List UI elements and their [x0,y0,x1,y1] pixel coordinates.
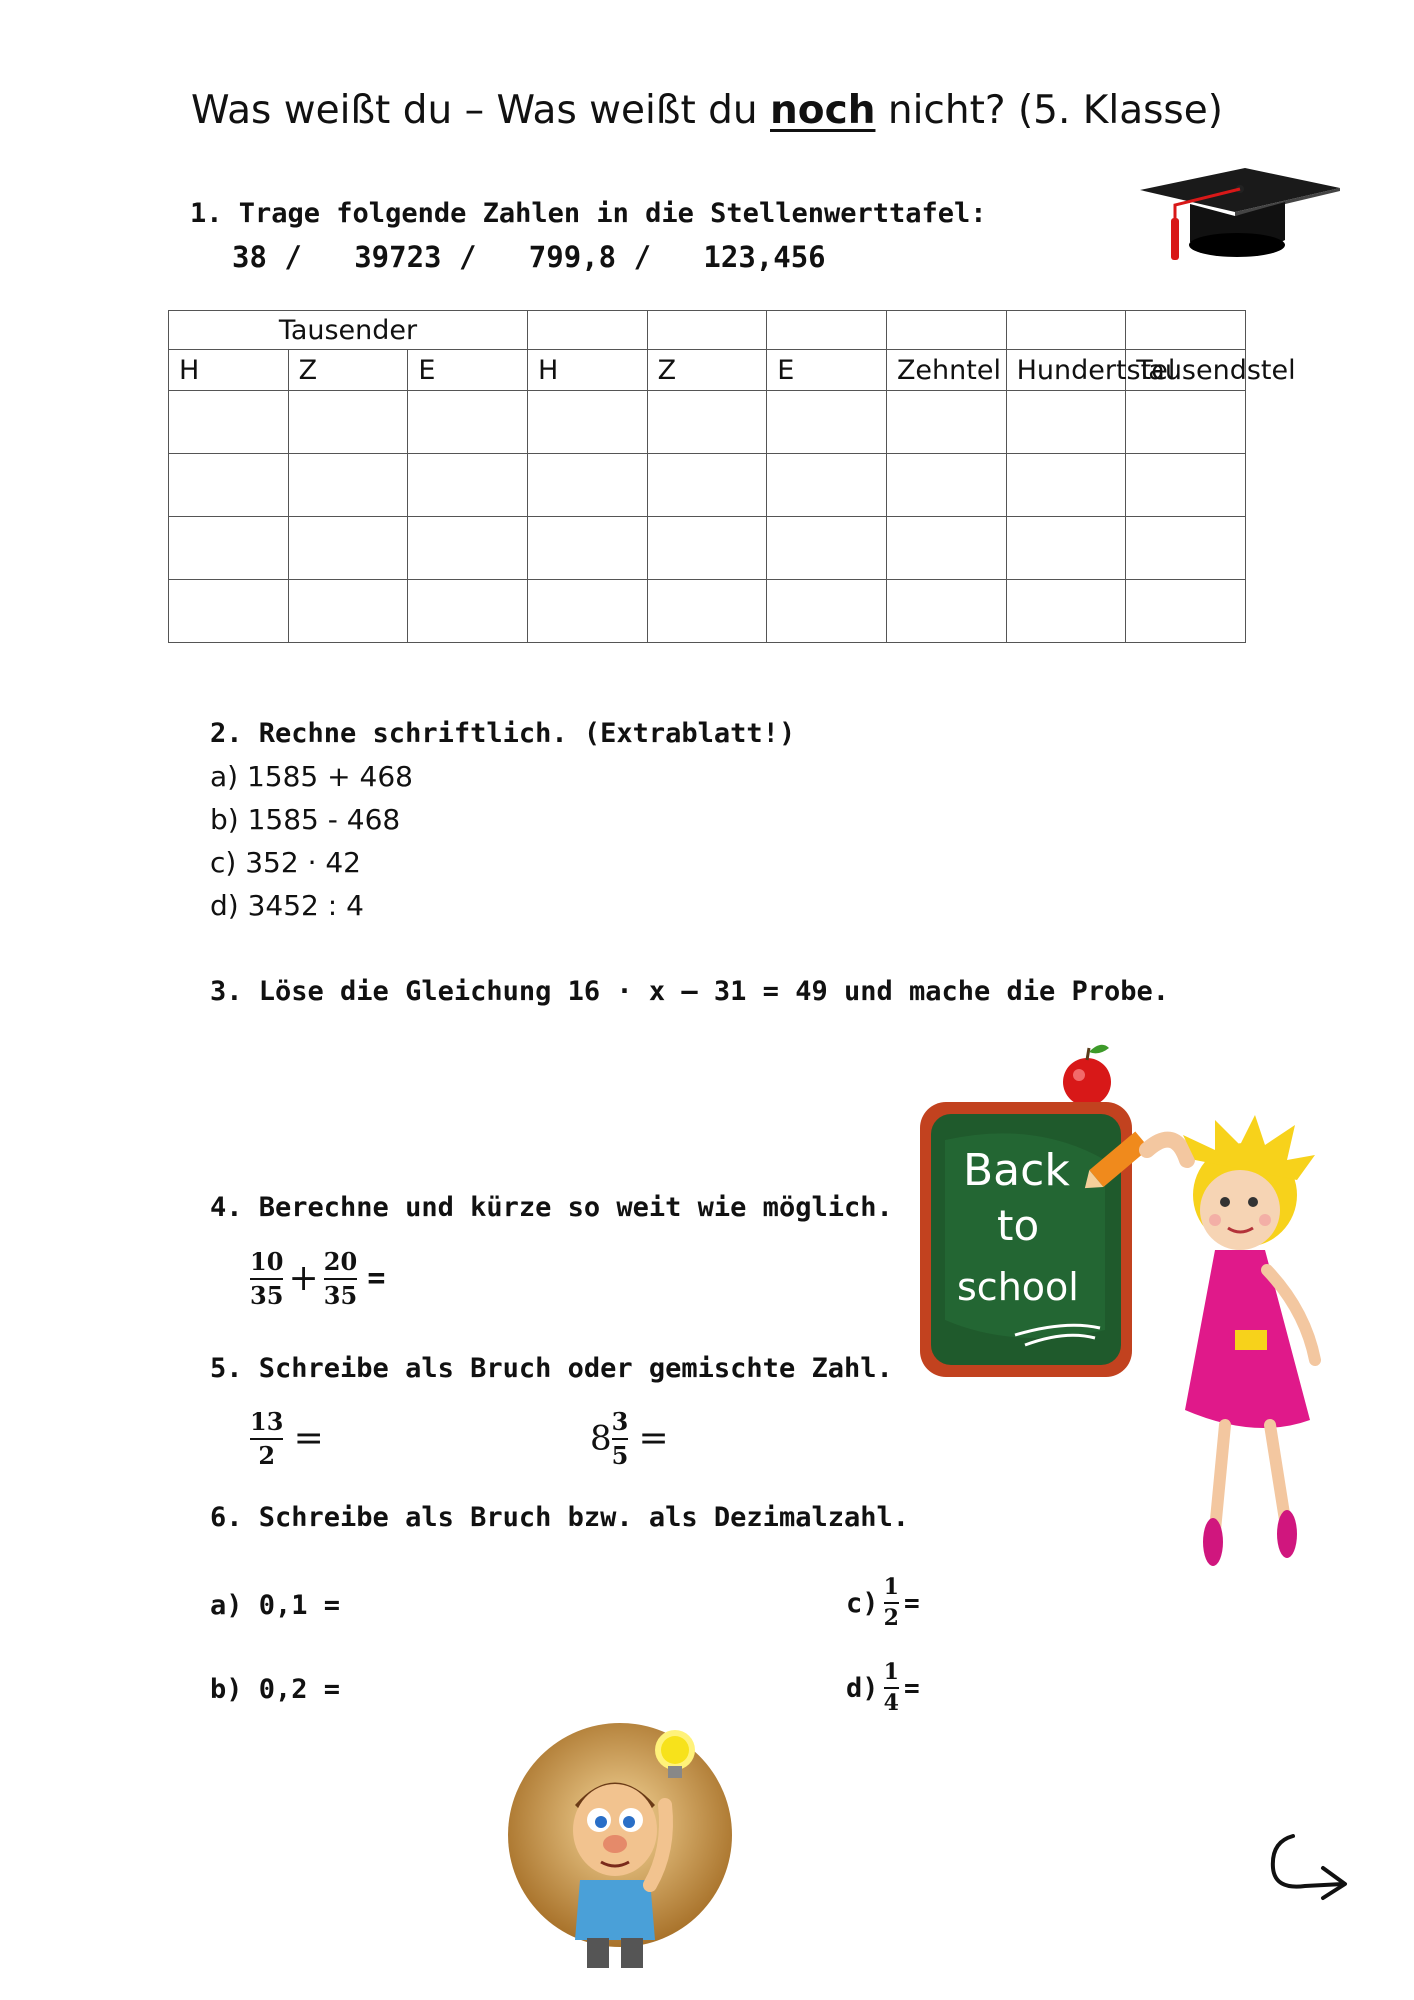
table-cell [527,311,647,350]
fraction [250,1248,283,1309]
equals-sign: = [293,1418,324,1460]
numerator: 1 [883,1574,899,1600]
numerator: 20 [323,1247,358,1276]
column-header: E [408,350,528,391]
denominator: 5 [611,1440,629,1470]
answer-cell[interactable] [647,454,767,517]
chalkboard-text: Back [963,1145,1070,1196]
denominator: 2 [258,1440,276,1470]
title-emphasis: noch [770,88,876,133]
column-header: Hundertstel [1006,350,1126,391]
fraction [250,1408,283,1469]
answer-cell[interactable] [1006,391,1126,454]
plus-sign: + [288,1258,319,1300]
answer-cell[interactable] [527,580,647,643]
fraction [324,1248,357,1309]
item-label: d) [846,1672,879,1704]
answer-cell[interactable] [288,454,408,517]
task2-item-d: d) 3452 : 4 [210,889,364,922]
answer-cell[interactable] [1126,391,1246,454]
column-header: Zehntel [886,350,1006,391]
table-cell [1006,311,1126,350]
table-row [169,454,1246,517]
task1-heading: 1. Trage folgende Zahlen in die Stellenwerttafel: [190,198,987,229]
answer-cell[interactable] [767,391,887,454]
task5-a [250,1408,324,1469]
task4-heading: 4. Berechne und kürze so weit wie möglich. [210,1192,893,1223]
answer-cell[interactable] [886,454,1006,517]
chalkboard-text: to [997,1201,1040,1250]
girl-figure [1147,1115,1315,1566]
table-row [169,580,1246,643]
column-header: Tausendstel [1126,350,1246,391]
table-row [169,391,1246,454]
task6-a: a) 0,1 = [210,1590,341,1621]
table-cell [647,311,767,350]
fraction [884,1575,899,1632]
answer-cell[interactable] [886,391,1006,454]
answer-cell[interactable] [408,517,528,580]
place-value-table [168,310,1296,643]
task1-numbers: 38 / 39723 / 799,8 / 123,456 [232,240,826,274]
table-cell [886,311,1006,350]
answer-cell[interactable] [1126,580,1246,643]
column-header: Z [647,350,767,391]
answer-cell[interactable] [169,517,289,580]
task6-heading: 6. Schreibe als Bruch bzw. als Dezimalzahl. [210,1502,909,1533]
denominator: 4 [883,1690,899,1717]
chalkboard-text: school [957,1265,1079,1309]
answer-cell[interactable] [886,517,1006,580]
answer-cell[interactable] [767,454,887,517]
answer-cell[interactable] [527,391,647,454]
answer-cell[interactable] [288,517,408,580]
numerator: 13 [250,1407,284,1436]
answer-cell[interactable] [1126,517,1246,580]
column-header: E [767,350,887,391]
table-cell [1126,311,1246,350]
equals-sign: = [367,1261,386,1297]
answer-cell[interactable] [647,580,767,643]
table-header-row [169,350,1246,391]
answer-cell[interactable] [647,517,767,580]
answer-cell[interactable] [767,517,887,580]
title-text-end: nicht? (5. Klasse) [875,88,1223,133]
task4-expression [250,1248,385,1309]
answer-cell[interactable] [527,454,647,517]
task2-item-c: c) 352 · 42 [210,846,361,879]
item-label: c) [846,1587,879,1619]
task6-c [846,1575,920,1632]
numerator: 10 [250,1247,284,1276]
answer-cell[interactable] [886,580,1006,643]
answer-cell[interactable] [647,391,767,454]
equals-sign: = [904,1673,920,1704]
table-row [169,517,1246,580]
group-header-thousands: Tausender [169,311,528,350]
answer-cell[interactable] [1006,580,1126,643]
column-header: H [527,350,647,391]
answer-cell[interactable] [169,580,289,643]
numerator: 3 [611,1407,629,1436]
title-text: Was weißt du – Was weißt du [191,88,771,133]
answer-cell[interactable] [1006,454,1126,517]
task5-heading: 5. Schreibe als Bruch oder gemischte Zahl. [210,1353,893,1384]
table-cell [767,311,887,350]
denominator: 35 [250,1280,284,1310]
equals-sign: = [638,1418,669,1460]
answer-cell[interactable] [767,580,887,643]
fraction [612,1408,629,1469]
answer-cell[interactable] [1126,454,1246,517]
graduation-cap-icon [1135,160,1345,285]
denominator: 35 [323,1280,358,1310]
answer-cell[interactable] [169,454,289,517]
back-to-school-illustration [915,1030,1335,1570]
task5-b [590,1408,669,1469]
answer-cell[interactable] [408,580,528,643]
idea-boy-illustration [505,1710,745,1980]
answer-cell[interactable] [1006,517,1126,580]
answer-cell[interactable] [527,517,647,580]
numerator: 1 [883,1659,899,1685]
apple-icon [1063,1045,1111,1106]
task2-item-a: a) 1585 + 468 [210,760,413,793]
table-group-row [169,311,1246,350]
task6-b: b) 0,2 = [210,1674,341,1705]
next-page-arrow-icon[interactable] [1265,1828,1355,1908]
task3-heading: 3. Löse die Gleichung 16 · x – 31 = 49 und mache die Probe. [210,976,1170,1007]
task6-d [846,1660,920,1717]
fraction [884,1660,899,1717]
page-title [0,88,1414,133]
task2-heading: 2. Rechne schriftlich. (Extrablatt!) [210,718,796,749]
denominator: 2 [883,1605,899,1632]
answer-cell[interactable] [408,454,528,517]
whole-number: 8 [590,1418,612,1459]
column-header: H [169,350,289,391]
answer-cell[interactable] [288,391,408,454]
column-header: Z [288,350,408,391]
task2-item-b: b) 1585 - 468 [210,803,401,836]
answer-cell[interactable] [288,580,408,643]
answer-cell[interactable] [169,391,289,454]
answer-cell[interactable] [408,391,528,454]
equals-sign: = [904,1588,920,1619]
